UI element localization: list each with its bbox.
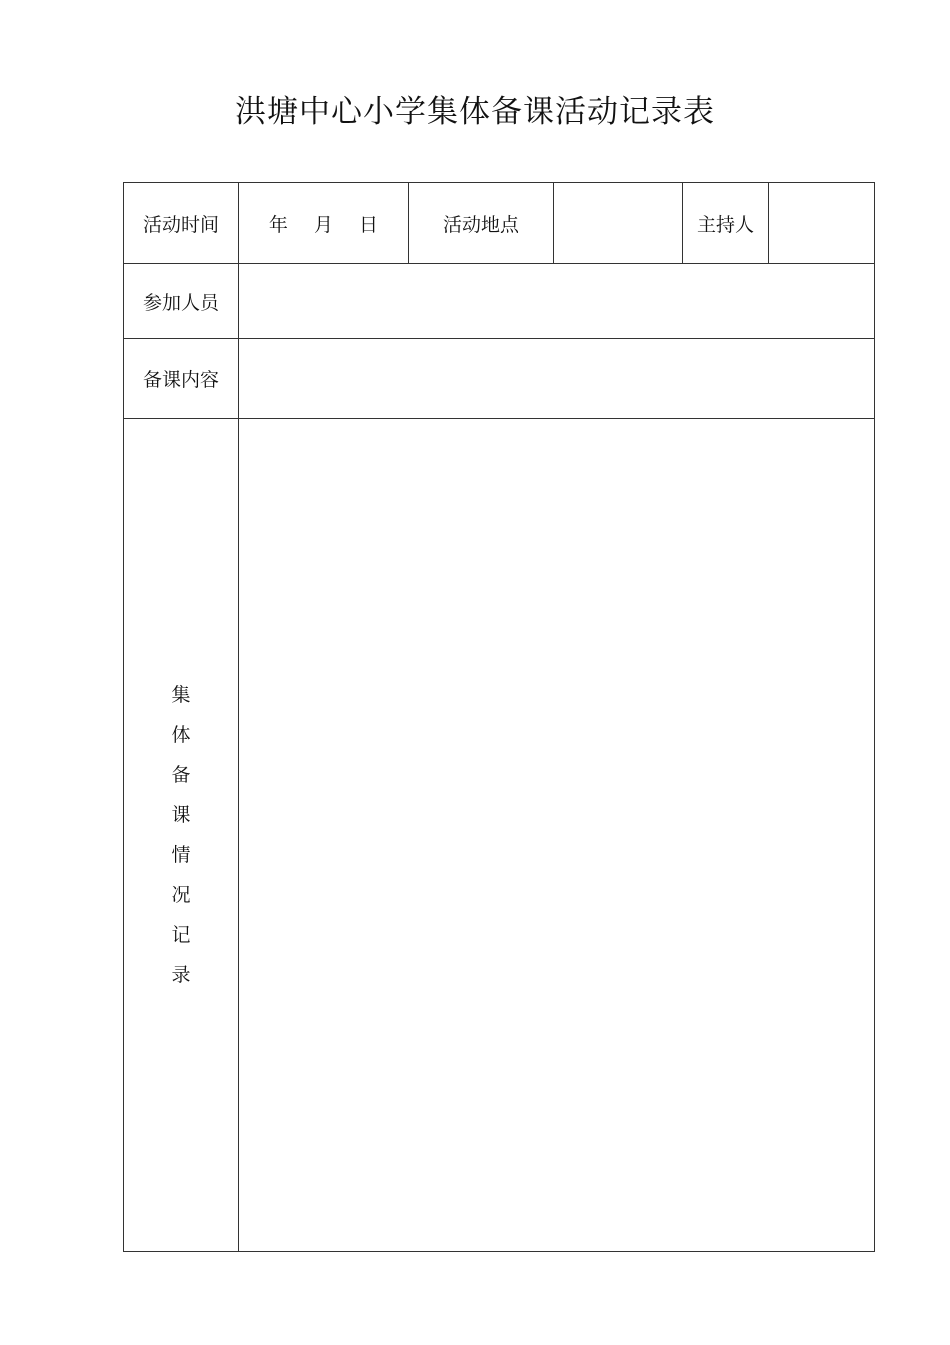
record-label-char: 集 [171, 684, 191, 706]
year-label: 年 [268, 213, 288, 236]
participants-label: 参加人员 [124, 264, 239, 339]
activity-place-label: 活动地点 [409, 183, 554, 264]
host-field[interactable] [769, 183, 875, 264]
month-label: 月 [313, 213, 333, 236]
record-label-char: 况 [171, 884, 191, 906]
activity-time-field[interactable] [239, 183, 409, 264]
record-label-char: 备 [171, 764, 191, 786]
record-label-char: 记 [171, 924, 191, 946]
record-label-char: 体 [171, 724, 191, 746]
record-label [124, 419, 239, 1252]
record-field[interactable] [239, 419, 875, 1252]
host-label: 主持人 [683, 183, 769, 264]
row-record [124, 419, 875, 1252]
row-activity-info [124, 183, 875, 264]
page-title: 洪塘中心小学集体备课活动记录表 [235, 94, 715, 130]
day-label: 日 [359, 213, 379, 236]
record-label-char: 课 [171, 804, 191, 826]
record-label-char: 录 [171, 964, 191, 986]
record-table [123, 182, 875, 1252]
record-label-char: 情 [171, 844, 191, 866]
activity-time-label: 活动时间 [124, 183, 239, 264]
participants-field[interactable] [239, 264, 875, 339]
row-content [124, 339, 875, 419]
activity-place-field[interactable] [554, 183, 683, 264]
row-participants [124, 264, 875, 339]
content-field[interactable] [239, 339, 875, 419]
content-label: 备课内容 [124, 339, 239, 419]
